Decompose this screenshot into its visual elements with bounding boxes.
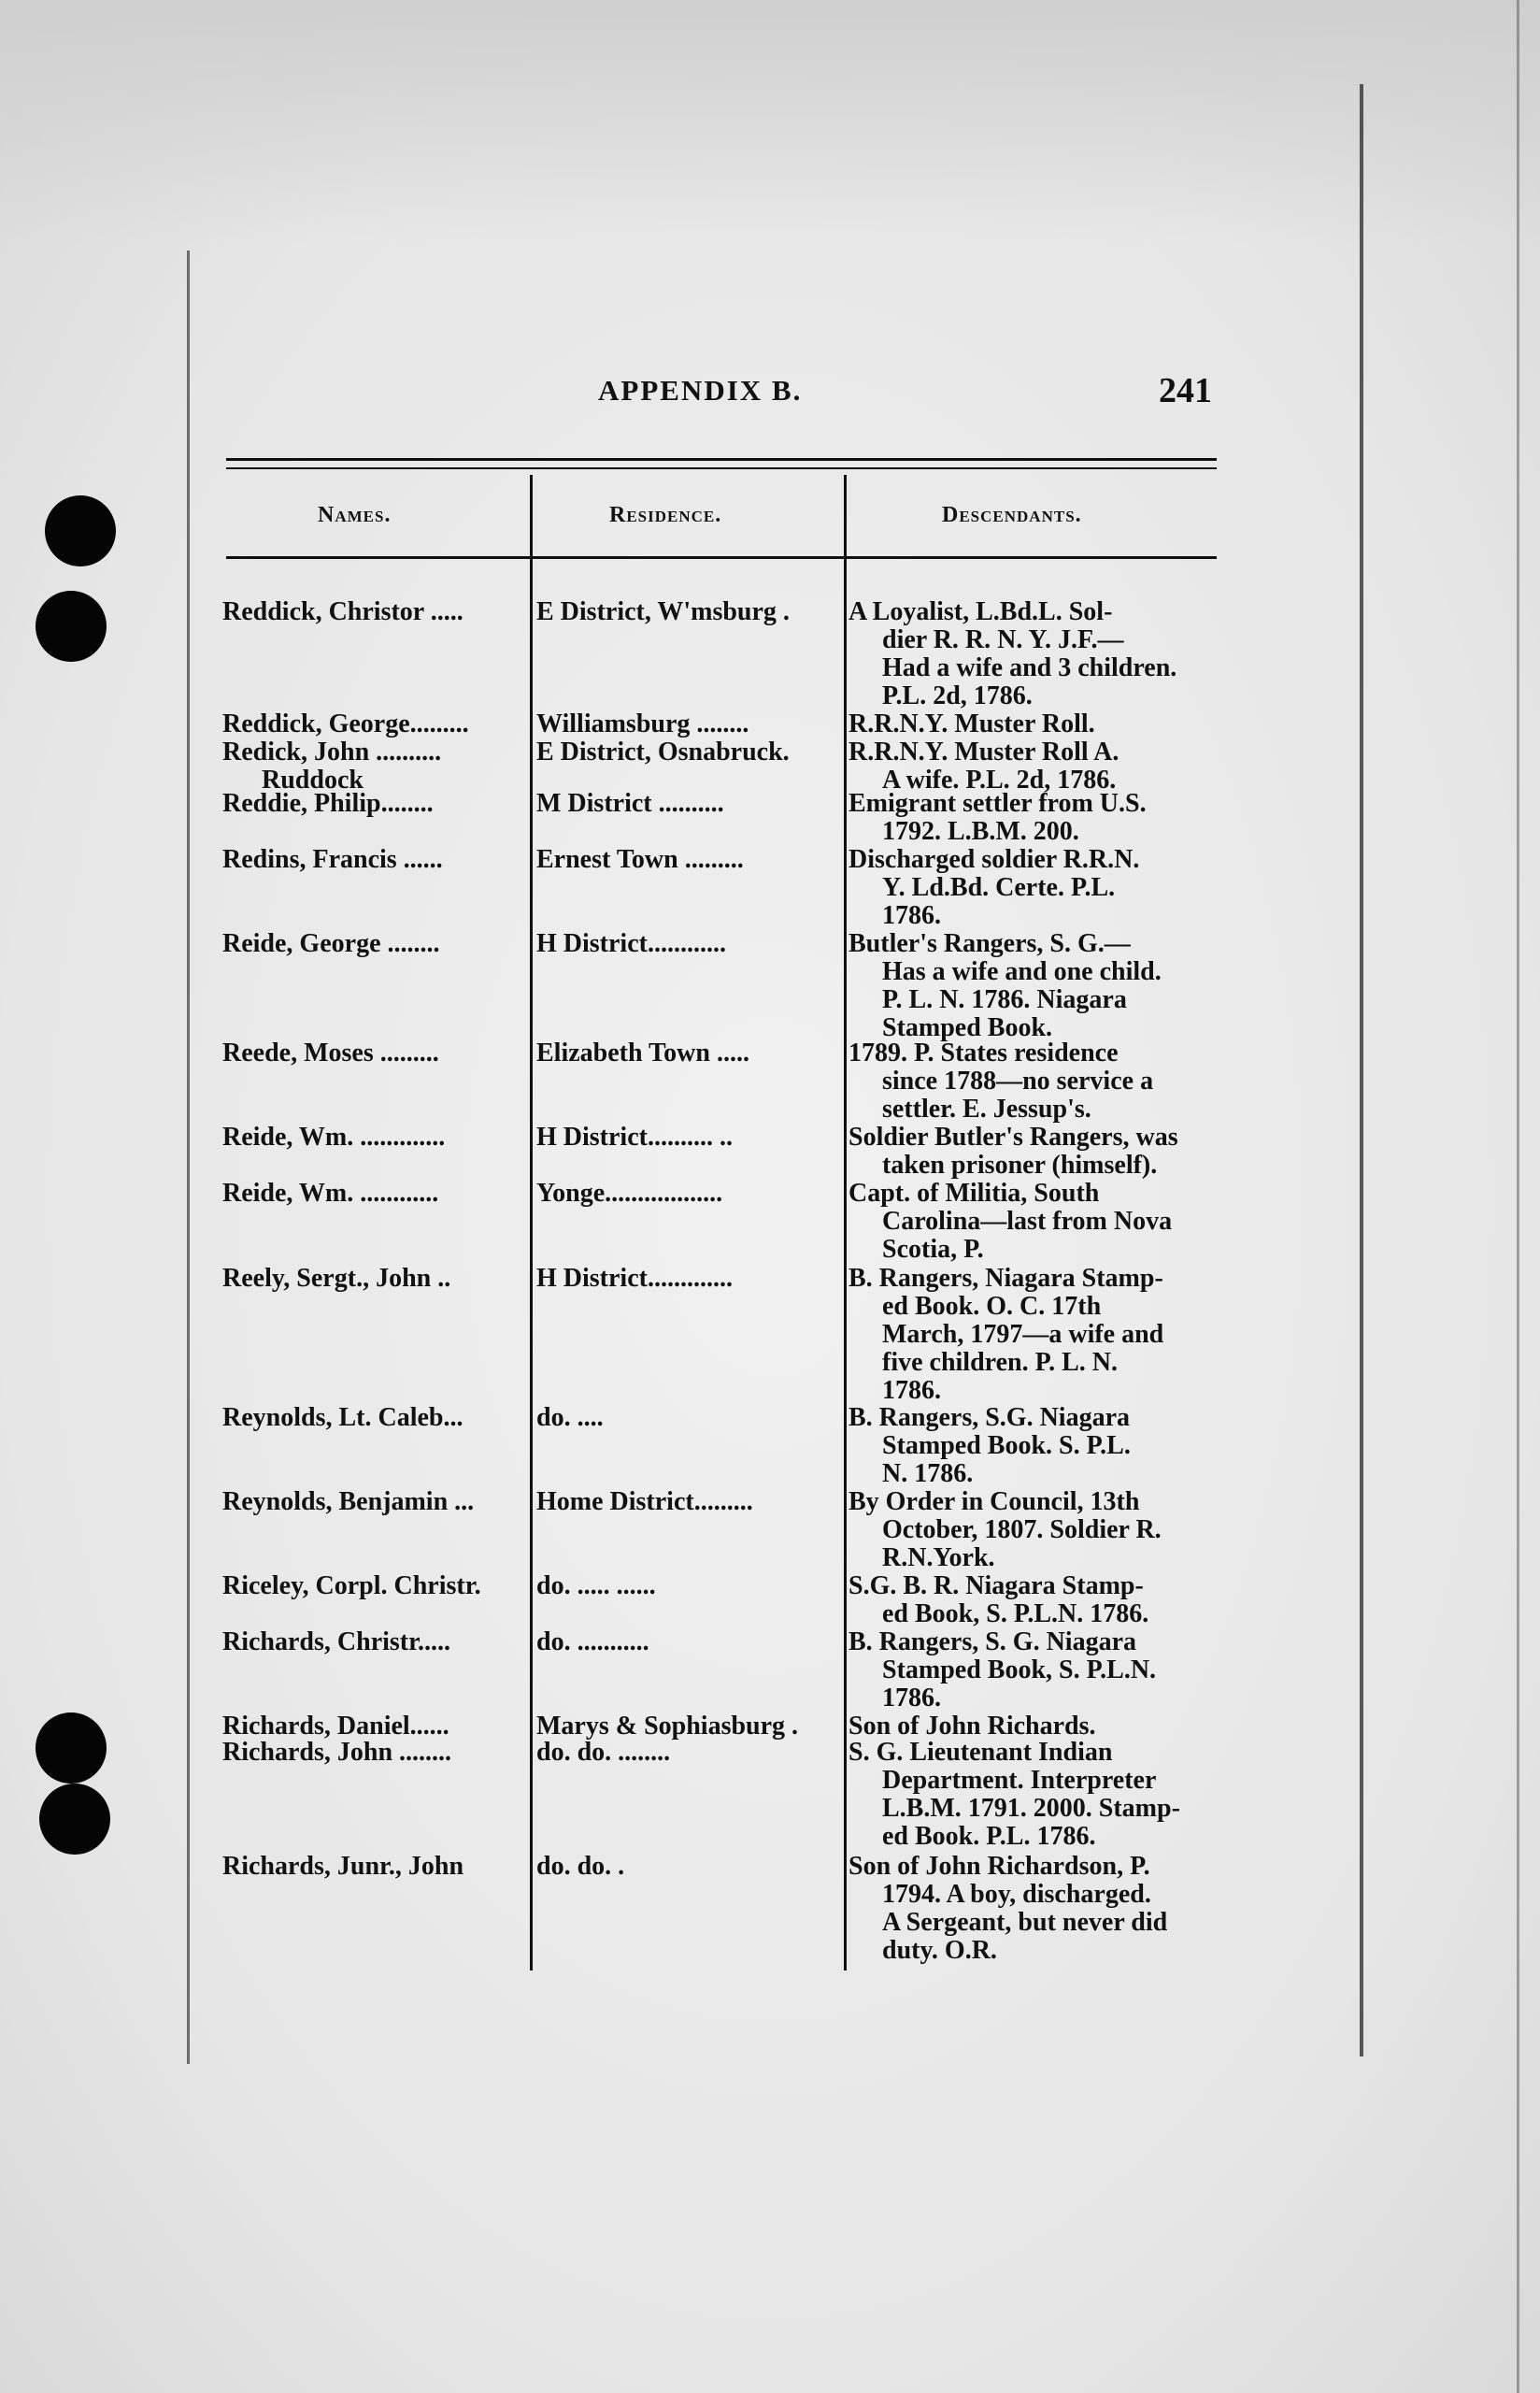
descendants-line: B. Rangers, S.G. Niagara — [848, 1403, 1130, 1432]
descendants-line: since 1788—no service a — [882, 1067, 1154, 1096]
entry-residence: do. .... — [536, 1403, 604, 1432]
descendants-line: October, 1807. Soldier R. — [882, 1515, 1162, 1544]
entry-name: Richards, John ........ — [222, 1738, 452, 1767]
entry-descendants — [848, 738, 1219, 795]
entry-name: Reynolds, Lt. Caleb... — [222, 1403, 463, 1432]
entry-residence: H District............ — [536, 929, 726, 958]
entry-descendants — [848, 1265, 1219, 1405]
entry-residence: Ernest Town ......... — [536, 845, 744, 874]
descendants-line: L.B.M. 1791. 2000. Stamp- — [882, 1794, 1180, 1823]
entry-name: Reede, Moses ......... — [222, 1039, 439, 1068]
descendants-line: Had a wife and 3 children. — [882, 653, 1177, 682]
descendants-line: Emigrant settler from U.S. — [848, 789, 1147, 818]
entry-name: Reddick, Christor ..... — [222, 597, 463, 626]
descendants-line: 1786. — [882, 1684, 941, 1712]
entry-descendants — [848, 1628, 1219, 1712]
entry-name: Redick, John .......... — [222, 738, 442, 767]
entry-descendants — [848, 930, 1219, 1042]
descendants-line: March, 1797—a wife and — [882, 1320, 1164, 1349]
descendants-line: 1792. L.B.M. 200. — [882, 817, 1079, 846]
page-number: 241 — [1159, 371, 1212, 410]
descendants-line: Stamped Book, S. P.L.N. — [882, 1655, 1157, 1684]
entry-residence: do. ........... — [536, 1627, 649, 1656]
entry-residence: do. do. ........ — [536, 1738, 671, 1767]
descendants-line: R.N.York. — [882, 1543, 995, 1572]
descendants-line: ed Book. P.L. 1786. — [882, 1822, 1096, 1851]
entry-residence: H District.......... .. — [536, 1123, 733, 1152]
entry-name: Reddick, George......... — [222, 709, 469, 738]
entry-name: Richards, Daniel...... — [222, 1712, 449, 1741]
descendants-line: A Sergeant, but never did — [882, 1908, 1168, 1937]
descendants-line: taken prisoner (himself). — [882, 1151, 1158, 1180]
descendants-line: 1786. — [882, 901, 941, 930]
entry-residence: do. ..... ...... — [536, 1571, 656, 1600]
entry-descendants — [848, 710, 1219, 738]
descendants-line: A wife. P.L. 2d, 1786. — [882, 766, 1117, 795]
descendants-line: ed Book. O. C. 17th — [882, 1292, 1102, 1321]
entry-descendants — [848, 1124, 1219, 1180]
entry-residence: E District, W'msburg . — [536, 597, 790, 626]
descendants-line: 1786. — [882, 1376, 941, 1405]
descendants-line: Stamped Book. S. P.L. — [882, 1431, 1131, 1460]
entry-residence: do. do. . — [536, 1852, 625, 1881]
entry-name: Reddie, Philip........ — [222, 789, 434, 818]
entry-name: Reynolds, Benjamin ... — [222, 1487, 475, 1516]
entry-residence: Yonge.................. — [536, 1179, 723, 1208]
descendants-line: Department. Interpreter — [882, 1766, 1157, 1795]
descendants-line: 1794. A boy, discharged. — [882, 1880, 1151, 1909]
descendants-line: duty. O.R. — [882, 1936, 997, 1965]
entry-descendants — [848, 1853, 1219, 1965]
entry-descendants — [848, 790, 1219, 846]
descendants-line: Butler's Rangers, S. G.— — [848, 929, 1131, 958]
descendants-line: S.G. B. R. Niagara Stamp- — [848, 1571, 1144, 1600]
entry-name: Richards, Junr., John — [222, 1852, 464, 1881]
descendants-line: settler. E. Jessup's. — [882, 1095, 1091, 1124]
descendants-line: N. 1786. — [882, 1459, 974, 1488]
descendants-line: ed Book, S. P.L.N. 1786. — [882, 1599, 1149, 1628]
entry-descendants — [848, 1488, 1219, 1572]
entry-residence: Williamsburg ........ — [536, 709, 749, 738]
entry-descendants — [848, 1712, 1219, 1741]
entry-name-variant: Ruddock — [262, 766, 364, 795]
descendants-line: Soldier Butler's Rangers, was — [848, 1123, 1178, 1152]
descendants-line: P. L. N. 1786. Niagara — [882, 985, 1127, 1014]
descendants-line: B. Rangers, Niagara Stamp- — [848, 1264, 1163, 1293]
descendants-line: Y. Ld.Bd. Certe. P.L. — [882, 873, 1116, 902]
entry-residence: E District, Osnabruck. — [536, 738, 790, 767]
entry-descendants — [848, 1039, 1219, 1124]
descendants-line: five children. P. L. N. — [882, 1348, 1119, 1377]
entry-name: Reide, George ........ — [222, 929, 440, 958]
entry-name: Reide, Wm. ............. — [222, 1123, 446, 1152]
descendants-line: By Order in Council, 13th — [848, 1487, 1140, 1516]
descendants-line: Son of John Richards. — [848, 1712, 1096, 1741]
entry-residence: Home District......... — [536, 1487, 753, 1516]
descendants-line: Son of John Richardson, P. — [848, 1852, 1150, 1881]
descendants-line: Discharged soldier R.R.N. — [848, 845, 1140, 874]
entry-residence: H District............. — [536, 1264, 733, 1293]
descendants-line: P.L. 2d, 1786. — [882, 681, 1033, 710]
descendants-line: B. Rangers, S. G. Niagara — [848, 1627, 1136, 1656]
descendants-line: S. G. Lieutenant Indian — [848, 1738, 1113, 1767]
running-head: APPENDIX B. — [598, 374, 803, 407]
column-header-residence: Residence. — [609, 503, 722, 527]
descendants-line: Carolina—last from Nova — [882, 1207, 1173, 1236]
entry-name: Reely, Sergt., John .. — [222, 1264, 451, 1293]
entry-name: Reide, Wm. ............ — [222, 1179, 439, 1208]
entry-name: Redins, Francis ...... — [222, 845, 443, 874]
entry-descendants — [848, 598, 1219, 710]
entry-descendants — [848, 846, 1219, 930]
entry-descendants — [848, 1572, 1219, 1628]
entry-descendants — [848, 1739, 1219, 1851]
descendants-line: 1789. P. States residence — [848, 1039, 1119, 1068]
descendants-line: Capt. of Militia, South — [848, 1179, 1100, 1208]
descendants-line: R.R.N.Y. Muster Roll. — [848, 709, 1095, 738]
descendants-line: R.R.N.Y. Muster Roll A. — [848, 738, 1119, 767]
entry-residence: M District .......... — [536, 789, 724, 818]
descendants-line: A Loyalist, L.Bd.L. Sol- — [848, 597, 1113, 626]
descendants-line: dier R. R. N. Y. J.F.— — [882, 625, 1124, 654]
descendants-line: Scotia, P. — [882, 1235, 984, 1264]
entry-residence: Elizabeth Town ..... — [536, 1039, 749, 1068]
entry-name: Richards, Christr..... — [222, 1627, 450, 1656]
column-header-descendants: Descendants. — [942, 503, 1082, 527]
descendants-line: Has a wife and one child. — [882, 957, 1162, 986]
entry-residence: Marys & Sophiasburg . — [536, 1712, 799, 1741]
column-header-names: Names. — [318, 503, 392, 527]
entry-descendants — [848, 1180, 1219, 1264]
entry-name: Riceley, Corpl. Christr. — [222, 1571, 481, 1600]
entry-descendants — [848, 1404, 1219, 1488]
descendants-line: Stamped Book. — [882, 1013, 1053, 1042]
